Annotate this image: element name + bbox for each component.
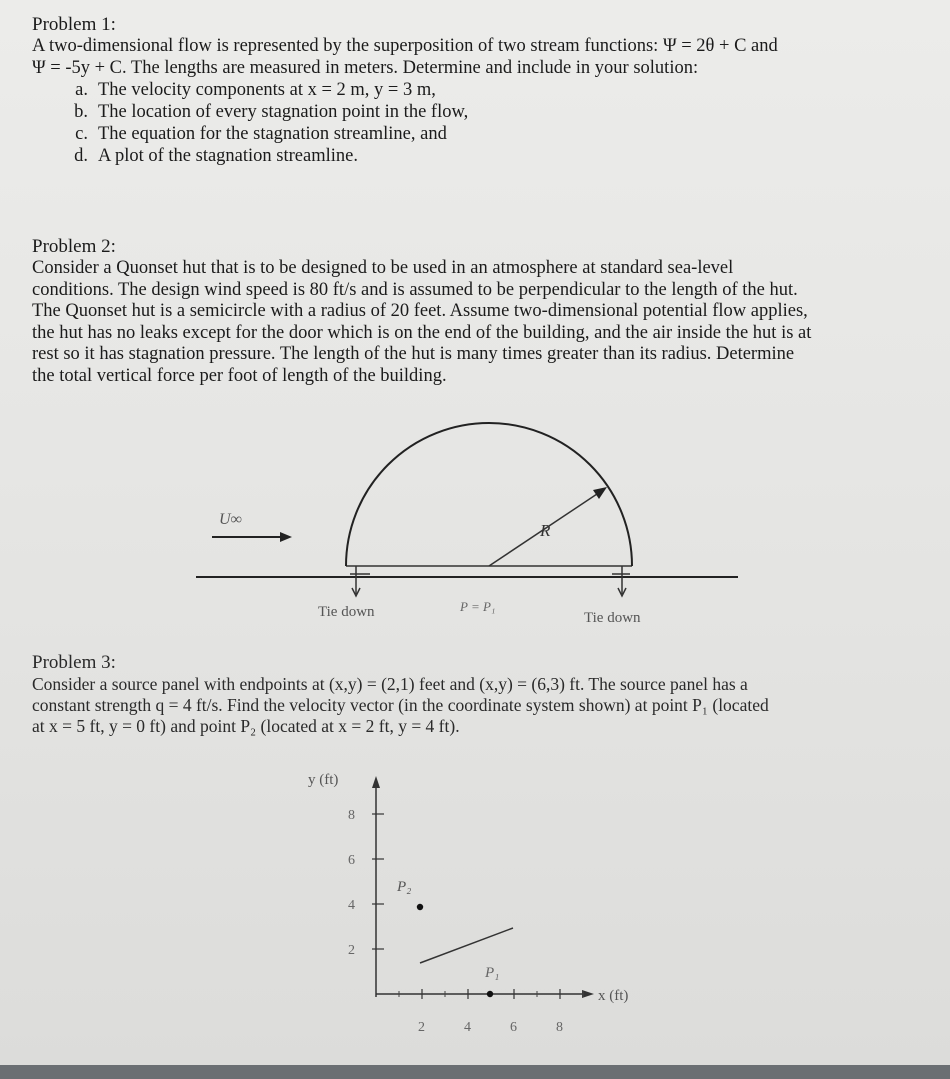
problem-3-line: constant strength q = 4 ft/s. Find the velocity vector (in the coordinate system shown) at point P₁ (located [32, 695, 769, 715]
y-axis-arrowhead [372, 776, 380, 788]
problem-3-line: Consider a source panel with endpoints at (x,y) = (2,1) feet and (x,y) = (6,3) ft. The source panel has a [32, 674, 748, 694]
x-axis-arrowhead [582, 990, 594, 998]
graph-ticks [348, 808, 583, 1035]
y-tick-label: 4 [348, 898, 355, 913]
problem-2-line: rest so it has stagnation pressure. The length of the hut is many times greater than its radius. Determine [32, 344, 795, 364]
list-item-text: The location of every stagnation point in the flow, [98, 102, 469, 122]
point-p1-marker [487, 991, 493, 997]
y-tick-label: 8 [348, 808, 355, 823]
problem-2-heading: Problem 2: [32, 236, 116, 257]
problem-1-heading: Problem 1: [32, 14, 116, 35]
point-p2-label: P₂ [397, 879, 412, 895]
problem-2-line: Consider a Quonset hut that is to be designed to be used in an atmosphere at standard sea-level [32, 258, 734, 278]
problem-3-heading: Problem 3: [32, 652, 116, 673]
x-tick-label: 4 [464, 1020, 471, 1035]
list-item-text: A plot of the stagnation streamline. [98, 146, 358, 166]
problem-3-line: at x = 5 ft, y = 0 ft) and point P₂ (located at x = 2 ft, y = 4 ft). [32, 716, 460, 736]
tie-down-left-label: Tie down [318, 604, 375, 620]
freestream-label: U∞ [219, 511, 242, 528]
list-item-label: b. [74, 102, 88, 122]
problem-2-line: the total vertical force per foot of length of the building. [32, 365, 447, 386]
source-panel [420, 928, 513, 963]
bottom-edge-bar [0, 1065, 950, 1079]
problem-2-line: the hut has no leaks except for the door which is on the end of the building, and the air inside the hut is at [32, 322, 812, 343]
x-tick-label: 2 [418, 1020, 425, 1035]
y-tick-label: 6 [348, 853, 355, 868]
problem-1-intro-line-1: A two-dimensional flow is represented by the superposition of two stream functions: Ψ = 2θ + C and [32, 36, 778, 56]
list-item-label: c. [75, 124, 88, 144]
point-p2-marker [417, 904, 423, 910]
list-item-label: a. [75, 80, 88, 100]
x-tick-label: 6 [510, 1020, 517, 1035]
tie-down-right-label: Tie down [584, 610, 641, 626]
problem-1-intro-line-2: Ψ = -5y + C. The lengths are measured in meters. Determine and include in your solution: [32, 57, 699, 78]
problem-2-line: The Quonset hut is a semicircle with a radius of 20 feet. Assume two-dimensional potential flow applies, [32, 301, 808, 321]
x-tick-label: 8 [556, 1020, 563, 1035]
list-item-text: The velocity components at x = 2 m, y = 3 m, [98, 80, 436, 100]
pressure-label: P = P₁ [460, 599, 496, 614]
y-axis-label: y (ft) [308, 772, 339, 788]
list-item-label: d. [74, 146, 88, 166]
radius-label: R [540, 521, 551, 540]
problem-2-line: conditions. The design wind speed is 80 ft/s and is assumed to be perpendicular to the length of the hut. [32, 279, 798, 300]
point-p1-label: P₁ [485, 965, 500, 981]
y-tick-label: 2 [348, 943, 355, 958]
list-item-text: The equation for the stagnation streamline, and [98, 124, 447, 144]
x-axis-label: x (ft) [598, 988, 629, 1004]
